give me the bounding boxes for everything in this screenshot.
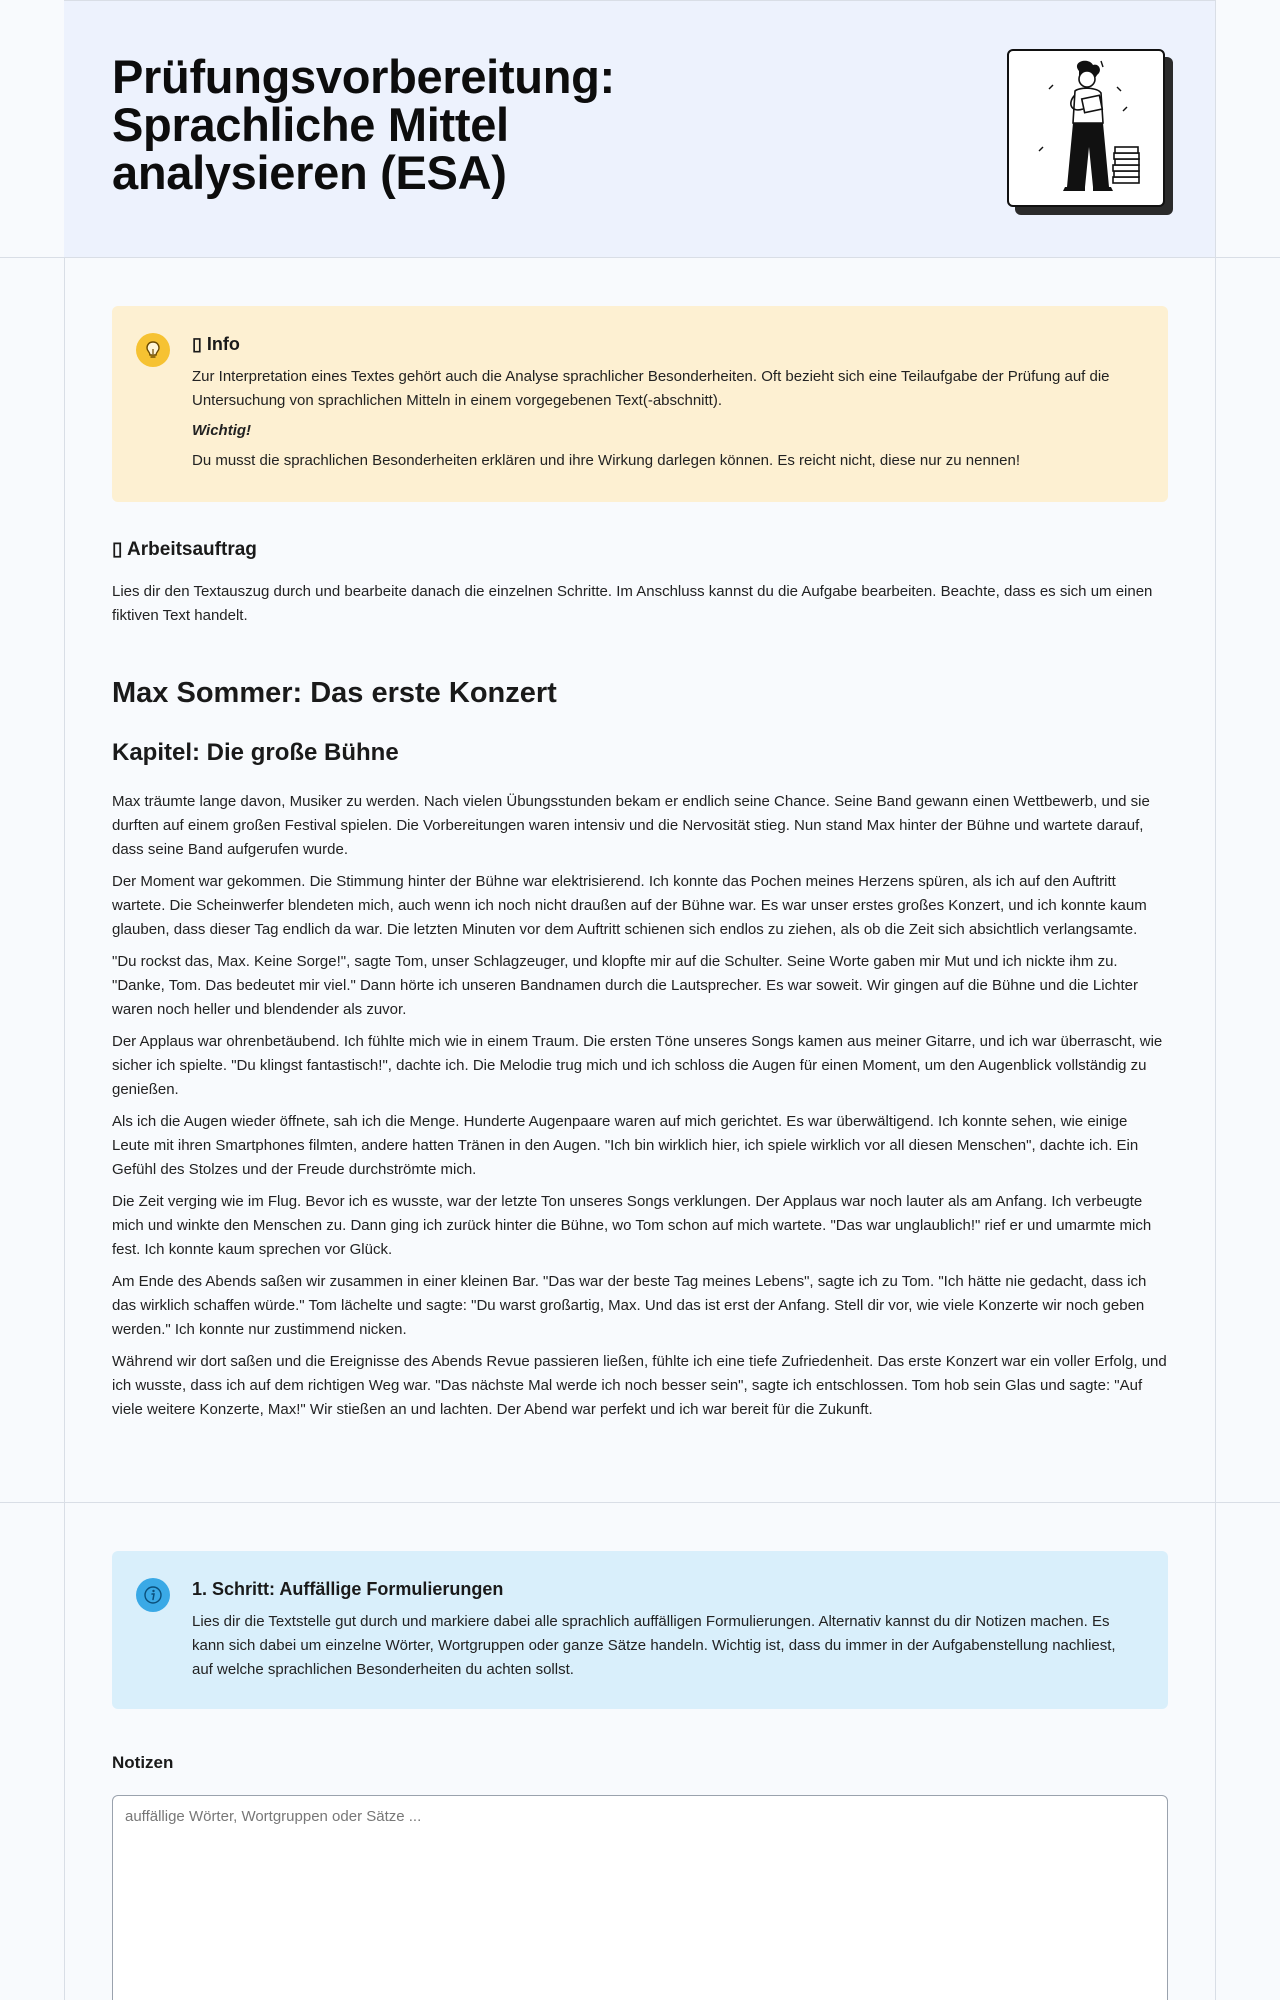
story-paragraph: Am Ende des Abends saßen wir zusammen in einer kleinen Bar. "Das war der beste Tag meines Lebens", sagte ich zu Tom. "Ich hätte nie gedacht, dass ich das wirklich schaffen würde." Tom lächelte und sagte: "Du warst großartig, Max. Und das ist erst der Anfang. Stell dir vor, wie viele Konzerte wir noch geben werden." Ich konnte nur zustimmend nicken. bbox=[112, 1273, 1147, 1338]
section-divider bbox=[0, 1502, 1280, 1503]
info-body bbox=[192, 333, 1140, 473]
story-title: Max Sommer: Das erste Konzert bbox=[112, 677, 557, 709]
illustration-card bbox=[1007, 49, 1165, 207]
step1-badge bbox=[136, 1578, 170, 1612]
story-paragraph: Max träumte lange davon, Musiker zu werden. Nach vielen Übungsstunden bekam er endlich seine Chance. Seine Band gewann einen Wettbewerb, und sie durften auf einem großen Festival spielen. Die Vorbereitungen waren intensiv und die Nervosität stieg. Nun stand Max hinter der Bühne und wartete darauf, dass seine Band aufgerufen wurde. bbox=[112, 793, 1150, 858]
story-paragraph: Der Applaus war ohrenbetäubend. Ich fühlte mich wie in einem Traum. Die ersten Töne unseres Songs kamen aus meiner Gitarre, und ich war überrascht, wie sicher ich spielte. "Du klingst fantastisch!", dachte ich. Die Melodie trug mich und ich schloss die Augen für einen Moment, um den Augenblick vollständig zu genießen. bbox=[112, 1033, 1163, 1098]
info-heading-glyph-icon: ▯ bbox=[192, 334, 207, 354]
left-border-line bbox=[64, 0, 65, 2000]
story-section bbox=[112, 676, 1168, 1430]
story-paragraph: Der Moment war gekommen. Die Stimmung hinter der Bühne war elektrisierend. Ich konnte das Pochen meines Herzens spüren, als ich auf den Auftritt wartete. Die Scheinwerfer blendeten mich, auch wenn ich noch nicht draußen auf der Bühne war. Es war unser erstes großes Konzert, und ich konnte kaum glauben, dass dieser Tag endlich da war. Die letzten Minuten vor dem Auftritt schienen sich endlos zu ziehen, als ob die Zeit sich absichtlich verlangsamte. bbox=[112, 873, 1147, 938]
right-border-line bbox=[1215, 0, 1216, 2000]
lightbulb-icon bbox=[143, 340, 163, 360]
important-text: Du musst die sprachlichen Besonderheiten erklären und ihre Wirkung darlegen können. Es reicht nicht, diese nur zu nennen! bbox=[192, 452, 1020, 469]
story-paragraphs bbox=[112, 790, 1168, 1422]
info-text: Zur Interpretation eines Textes gehört auch die Analyse sprachlicher Besonderheiten. Oft bezieht sich eine Teilaufgabe der Prüfung auf die Untersuchung von sprachlichen Mitteln in einem vorgegebenen Text(-abschnitt). bbox=[192, 368, 1110, 409]
step1-heading: 1. Schritt: Auffällige Formulierungen bbox=[192, 1579, 504, 1599]
step1-callout bbox=[112, 1551, 1168, 1709]
header-divider bbox=[0, 257, 1280, 258]
task-section bbox=[112, 538, 1168, 628]
task-text: Lies dir den Textauszug durch und bearbeite danach die einzelnen Schritte. Im Anschluss kannst du die Aufgabe bearbeiten. Beachte, dass es sich um einen fiktiven Text handelt. bbox=[112, 583, 1153, 624]
info-heading bbox=[192, 333, 1140, 355]
notes-label: Notizen bbox=[112, 1753, 174, 1772]
hero-header bbox=[64, 0, 1215, 257]
woman-reading-papers-icon bbox=[1009, 51, 1163, 205]
info-badge bbox=[136, 333, 170, 367]
task-heading-text: Arbeitsauftrag bbox=[127, 539, 257, 560]
info-icon bbox=[143, 1585, 163, 1605]
story-paragraph: "Du rockst das, Max. Keine Sorge!", sagte Tom, unser Schlagzeuger, und klopfte mir auf die Schulter. Seine Worte gaben mir Mut und ich nickte ihm zu. "Danke, Tom. Das bedeutet mir viel." Dann hörte ich unseren Bandnamen durch die Lautsprecher. Es war soweit. Wir gingen auf die Bühne und die Lichter waren noch heller und blendender als zuvor. bbox=[112, 953, 1138, 1018]
step1-body bbox=[192, 1578, 1140, 1682]
page-title: Prüfungsvorbereitung: Sprachliche Mittel analysieren (ESA) bbox=[112, 50, 615, 199]
notes-textarea[interactable] bbox=[112, 1795, 1168, 2000]
important-label: Wichtig! bbox=[192, 422, 252, 439]
hero-illustration bbox=[1007, 49, 1165, 207]
story-paragraph: Als ich die Augen wieder öffnete, sah ich die Menge. Hunderte Augenpaare waren auf mich gerichtet. Es war überwältigend. Ich konnte sehen, wie einige Leute mit ihren Smartphones filmten, andere hatten Tränen in den Augen. "Ich bin wirklich hier, ich spiele wirklich vor all diesen Menschen", dachte ich. Ein Gefühl des Stolzes und der Freude durchströmte mich. bbox=[112, 1113, 1139, 1178]
notes-section bbox=[112, 1753, 1168, 1773]
chapter-title: Kapitel: Die große Bühne bbox=[112, 739, 399, 766]
story-paragraph: Während wir dort saßen und die Ereignisse des Abends Revue passieren ließen, fühlte ich eine tiefe Zufriedenheit. Das erste Konzert war ein voller Erfolg, und ich wusste, dass ich auf dem richtigen Weg war. "Das nächste Mal werde ich noch besser sein", sagte ich entschlossen. Tom hob sein Glas und sagte: "Auf viele weitere Konzerte, Max!" Wir stießen an und lachten. Der Abend war perfekt und ich war bereit für die Zukunft. bbox=[112, 1353, 1167, 1418]
info-heading-text: Info bbox=[206, 334, 240, 354]
task-heading-glyph-icon: ▯ bbox=[112, 539, 128, 560]
story-paragraph: Die Zeit verging wie im Flug. Bevor ich es wusste, war der letzte Ton unseres Songs verklungen. Der Applaus war noch lauter als am Anfang. Ich verbeugte mich und winkte den Menschen zu. Dann ging ich zurück hinter die Bühne, wo Tom schon auf mich wartete. "Das war unglaublich!" rief er und umarmte mich fest. Ich konnte kaum sprechen vor Glück. bbox=[112, 1193, 1152, 1258]
task-heading bbox=[112, 538, 1168, 562]
info-callout bbox=[112, 306, 1168, 502]
step1-text: Lies dir die Textstelle gut durch und markiere dabei alle sprachlich auffälligen Formulierungen. Alternativ kannst du dir Notizen machen. Es kann sich dabei um einzelne Wörter, Wortgruppen oder ganze Sätze handeln. Wichtig ist, dass du immer in der Aufgabenstellung nachliest, auf welche sprachlichen Besonderheiten du achten sollst. bbox=[192, 1613, 1116, 1678]
